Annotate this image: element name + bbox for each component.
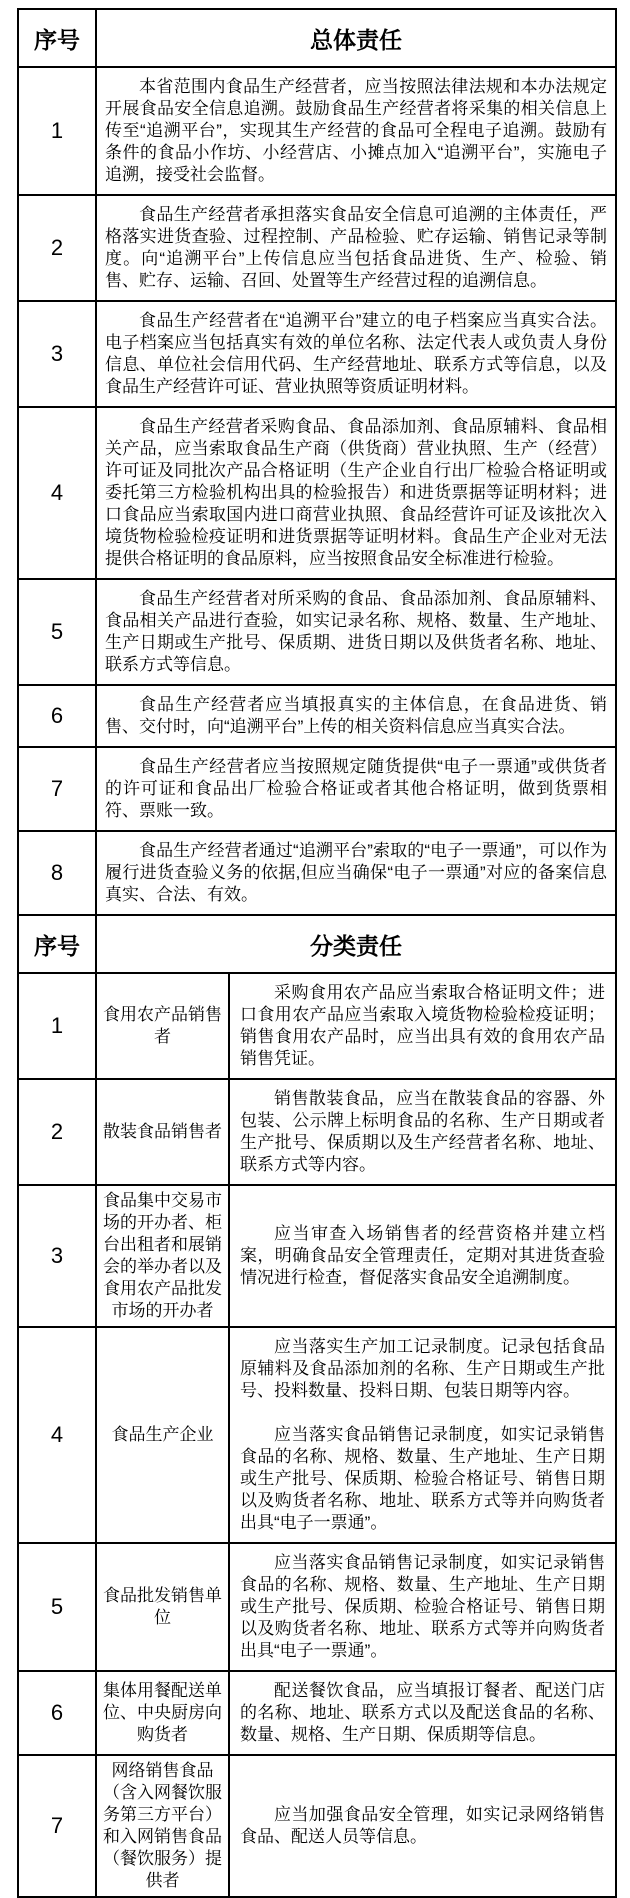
category-cell: 散装食品销售者 bbox=[96, 1079, 229, 1185]
paragraph: 配送餐饮食品，应当填报订餐者、配送门店的名称、地址、联系方式以及配送食品的名称、数量、规格、生产日期、保质期等信息。 bbox=[240, 1681, 605, 1744]
overall-header-row bbox=[18, 9, 616, 67]
table-row bbox=[18, 685, 616, 747]
paragraph: 本省范围内食品生产经营者，应当按照法律法规和本办法规定开展食品安全信息追溯。鼓励食品生产经营者将采集的相关信息上传至“追溯平台”，实现其生产经营的食品可全程电子追溯。鼓励有条件的食品小作坊、小经营店、小摊点加入“追溯平台”，实施电子追溯，接受社会监督。 bbox=[105, 77, 607, 184]
responsibility-text-cell bbox=[96, 407, 616, 579]
overall-title-header: 总体责任 bbox=[96, 9, 616, 67]
row-number-cell: 2 bbox=[18, 1079, 96, 1185]
table-row bbox=[18, 67, 616, 195]
paragraph: 食品生产经营者承担落实食品安全信息可追溯的主体责任，严格落实进货查验、过程控制、产品检验、贮存运输、销售记录等制度。向“追溯平台”上传信息应当包括食品进货、生产、检验、销售、贮存、运输、召回、处置等生产经营过程的追溯信息。 bbox=[105, 205, 607, 290]
paragraph: 应当落实食品销售记录制度，如实记录销售食品的名称、规格、数量、生产地址、生产日期或生产批号、保质期、检验合格证号、销售日期以及购货者名称、地址、联系方式等并向购货者出具“电子一票通”。 bbox=[240, 1425, 605, 1532]
responsibility-text-cell bbox=[96, 579, 616, 685]
responsibility-text-cell bbox=[229, 1079, 616, 1185]
table-row bbox=[18, 1327, 616, 1543]
category-cell: 食品生产企业 bbox=[96, 1327, 229, 1543]
paragraph: 食品生产经营者在“追溯平台”建立的电子档案应当真实合法。电子档案应当包括真实有效的单位名称、法定代表人或负责人身份信息、单位社会信用代码、生产经营地址、联系方式等信息，以及食品生产经营许可证、营业执照等资质证明材料。 bbox=[105, 311, 607, 396]
overall-rows bbox=[18, 67, 616, 915]
row-number-cell: 1 bbox=[18, 973, 96, 1079]
category-cell: 食品批发销售单位 bbox=[96, 1543, 229, 1671]
row-number-cell: 4 bbox=[18, 1327, 96, 1543]
table-row bbox=[18, 579, 616, 685]
overall-index-header: 序号 bbox=[18, 9, 96, 67]
responsibility-text-cell bbox=[96, 67, 616, 195]
responsibility-text-cell bbox=[229, 1755, 616, 1897]
table-row bbox=[18, 831, 616, 915]
row-number-cell: 3 bbox=[18, 1185, 96, 1327]
paragraph: 食品生产经营者通过“追溯平台”索取的“电子一票通”，可以作为履行进货查验义务的依据,但应当确保“电子一票通”对应的备案信息真实、合法、有效。 bbox=[105, 841, 607, 904]
table-row bbox=[18, 1543, 616, 1671]
paragraph: 应当审查入场销售者的经营资格并建立档案，明确食品安全管理责任，定期对其进货查验情况进行检查，督促落实食品安全追溯制度。 bbox=[240, 1224, 605, 1287]
responsibility-text-cell bbox=[96, 747, 616, 831]
row-number-cell: 1 bbox=[18, 67, 96, 195]
paragraph: 应当落实生产加工记录制度。记录包括食品原辅料及食品添加剂的名称、生产日期或生产批号、投料数量、投料日期、包装日期等内容。 bbox=[240, 1337, 605, 1400]
row-number-cell: 6 bbox=[18, 1671, 96, 1755]
overall-responsibility-table bbox=[17, 8, 617, 916]
responsibility-text-cell bbox=[96, 831, 616, 915]
category-cell: 网络销售食品（含入网餐饮服务第三方平台）和入网销售食品（餐饮服务）提供者 bbox=[96, 1755, 229, 1897]
responsibility-text-cell bbox=[229, 1543, 616, 1671]
responsibility-text-cell bbox=[96, 685, 616, 747]
responsibility-text-cell bbox=[229, 973, 616, 1079]
row-number-cell: 6 bbox=[18, 685, 96, 747]
responsibility-text-cell bbox=[229, 1671, 616, 1755]
table-row bbox=[18, 301, 616, 407]
row-number-cell: 5 bbox=[18, 1543, 96, 1671]
table-row bbox=[18, 407, 616, 579]
paragraph: 食品生产经营者应当填报真实的主体信息，在食品进货、销售、交付时，向“追溯平台”上传的相关资料信息应当真实合法。 bbox=[105, 695, 607, 736]
classified-header-row bbox=[18, 915, 616, 973]
table-row bbox=[18, 1185, 616, 1327]
paragraph: 应当落实食品销售记录制度，如实记录销售食品的名称、规格、数量、生产地址、生产日期或生产批号、保质期、检验合格证号、销售日期以及购货者名称、地址、联系方式等并向购货者出具“电子一票通”。 bbox=[240, 1553, 605, 1660]
category-cell: 食品集中交易市场的开办者、柜台出租者和展销会的举办者以及食用农产品批发市场的开办者 bbox=[96, 1185, 229, 1327]
responsibility-text-cell bbox=[96, 195, 616, 301]
paragraph: 食品生产经营者应当按照规定随货提供“电子一票通”或供货者的许可证和食品出厂检验合格证或者其他合格证明，做到货票相符、票账一致。 bbox=[105, 757, 607, 820]
classified-rows bbox=[18, 973, 616, 1897]
row-number-cell: 3 bbox=[18, 301, 96, 407]
paragraph: 销售散装食品，应当在散装食品的容器、外包装、公示牌上标明食品的名称、生产日期或者生产批号、保质期以及生产经营者名称、地址、联系方式等内容。 bbox=[240, 1089, 605, 1174]
classified-index-header: 序号 bbox=[18, 915, 96, 973]
table-row bbox=[18, 973, 616, 1079]
table-row bbox=[18, 1755, 616, 1897]
category-cell: 食用农产品销售者 bbox=[96, 973, 229, 1079]
paragraph: 食品生产经营者采购食品、食品添加剂、食品原辅料、食品相关产品，应当索取食品生产商（供货商）营业执照、生产（经营）许可证及同批次产品合格证明（生产企业自行出厂检验合格证明或委托第三方检验机构出具的检验报告）和进货票据等证明材料；进口食品应当索取国内进口商营业执照、食品经营许可证及该批次入境货物检验检疫证明和进货票据等证明材料。食品生产企业对无法提供合格证明的食品原料，应当按照食品安全标准进行检验。 bbox=[105, 417, 607, 568]
classified-responsibility-table bbox=[17, 914, 617, 1898]
row-number-cell: 7 bbox=[18, 1755, 96, 1897]
paragraph: 食品生产经营者对所采购的食品、食品添加剂、食品原辅料、食品相关产品进行查验，如实记录名称、规格、数量、生产地址、生产日期或生产批号、保质期、进货日期以及供货者名称、地址、联系方式等信息。 bbox=[105, 589, 607, 674]
row-number-cell: 4 bbox=[18, 407, 96, 579]
table-row bbox=[18, 747, 616, 831]
row-number-cell: 7 bbox=[18, 747, 96, 831]
paragraph: 应当加强食品安全管理，如实记录网络销售食品、配送人员等信息。 bbox=[240, 1805, 605, 1846]
responsibility-text-cell bbox=[96, 301, 616, 407]
table-row bbox=[18, 1671, 616, 1755]
responsibility-text-cell bbox=[229, 1327, 616, 1543]
table-row bbox=[18, 1079, 616, 1185]
responsibility-text-cell bbox=[229, 1185, 616, 1327]
row-number-cell: 8 bbox=[18, 831, 96, 915]
classified-title-header: 分类责任 bbox=[96, 915, 616, 973]
paragraph: 采购食用农产品应当索取合格证明文件；进口食用农产品应当索取入境货物检验检疫证明；销售食用农产品时，应当出具有效的食用农产品销售凭证。 bbox=[240, 983, 605, 1068]
row-number-cell: 5 bbox=[18, 579, 96, 685]
row-number-cell: 2 bbox=[18, 195, 96, 301]
category-cell: 集体用餐配送单位、中央厨房向购货者 bbox=[96, 1671, 229, 1755]
table-row bbox=[18, 195, 616, 301]
